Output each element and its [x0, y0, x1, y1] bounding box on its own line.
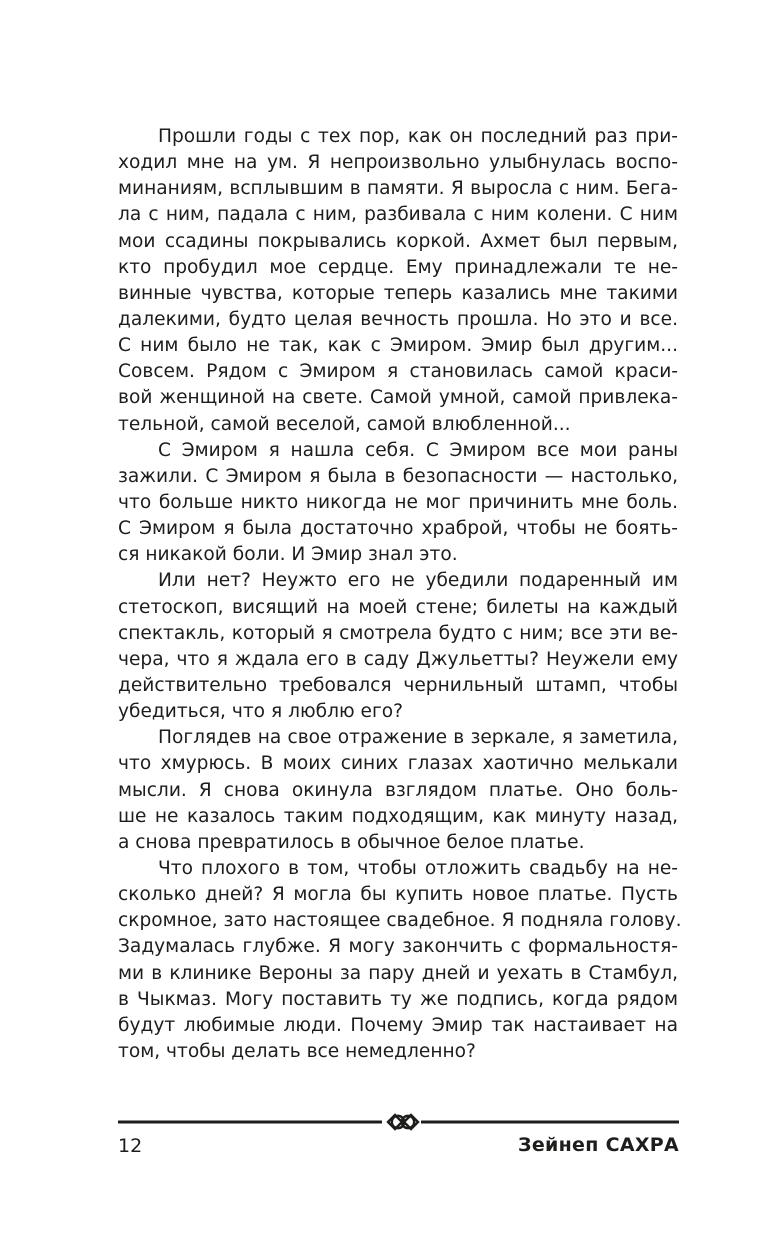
paragraph-line: стетоскоп, висящий на моей стене; билеты на каждый [118, 596, 678, 618]
paragraph-line: ся никакой боли. И Эмир знал это. [118, 544, 458, 566]
paragraph-line: чера, что я ждала его в саду Джульетты? Неужели ему [118, 648, 678, 670]
paragraph-line: мои ссадины покрывались коркой. Ахмет был первым, [118, 230, 678, 252]
paragraph-line: что хмурюсь. В моих синих глазах хаотично мелькали [118, 753, 678, 775]
paragraph-line: ше не казалось таким подходящим, как минуту назад, [118, 805, 678, 827]
paragraph-line: винные чувства, которые теперь казались мне такими [118, 282, 678, 304]
paragraph-line: С Эмиром я была достаточно храброй, чтобы не боять- [118, 518, 678, 540]
interlocked-rings-icon [388, 1115, 418, 1129]
paragraph-line: убедиться, что я люблю его? [118, 701, 403, 723]
paragraph-line: кто пробудил мое сердце. Ему принадлежали те не- [118, 256, 678, 278]
paragraph-line: минаниям, всплывшим в памяти. Я выросла с ним. Бега- [118, 178, 678, 200]
paragraph-line: что больше никто никогда не мог причинить мне боль. [118, 491, 678, 513]
paragraph-line: будут любимые люди. Почему Эмир так настаивает на [118, 1014, 678, 1036]
body-text [118, 124, 682, 1065]
paragraph-line: Совсем. Рядом с Эмиром я становилась самой краси- [118, 361, 678, 383]
paragraph-line: Прошли годы с тех пор, как он последний раз при- [158, 126, 678, 147]
paragraph-line: спектакль, который я смотрела будто с ним; все эти ве- [118, 622, 678, 644]
paragraph-line: скромное, зато настоящее свадебное. Я подняла голову. [118, 910, 682, 932]
paragraph-line: Или нет? Неужто его не убедили подаренный им [158, 570, 678, 592]
paragraph-line: С Эмиром я нашла себя. С Эмиром все мои раны [158, 439, 678, 461]
paragraph-line: Задумалась глубже. Я могу закончить с формальностя- [118, 936, 678, 958]
paragraph-line: ла с ним, падала с ним, разбивала с ним колени. С ним [118, 204, 678, 226]
paragraph-line: Что плохого в том, чтобы отложить свадьбу на не- [158, 857, 678, 879]
paragraph-line: а снова превратилось в обычное белое платье. [118, 831, 585, 853]
paragraph-line: ми в клинике Вероны за пару дней и уехать в Стамбул, [118, 962, 678, 984]
paragraph-line: зажили. С Эмиром я была в безопасности — настолько, [118, 465, 678, 487]
paragraph-line: С ним было не так, как с Эмиром. Эмир был другим... [118, 335, 678, 357]
paragraph-line: ходил мне на ум. Я непроизвольно улыбнулась воспо- [118, 152, 678, 174]
paragraph-line: в Чыкмаз. Могу поставить ту же подпись, когда рядом [118, 988, 678, 1010]
paragraph-line: действительно требовался чернильный штамп, чтобы [118, 674, 678, 696]
paragraph-line: сколько дней? Я могла бы купить новое платье. Пусть [118, 884, 678, 906]
paragraph-line: мысли. Я снова окинула взглядом платье. Оно боль- [118, 779, 678, 801]
page-number: 12 [118, 1135, 143, 1157]
paragraph-line: далекими, будто целая вечность прошла. Но это и все. [118, 308, 678, 330]
paragraph-line: тельной, самой веселой, самой влюбленной... [118, 413, 571, 435]
paragraph-line: вой женщиной на свете. Самой умной, самой привлека- [118, 387, 678, 409]
running-head-author: Зейнеп САХРА [518, 1134, 679, 1156]
paragraph-line: том, чтобы делать все немедленно? [118, 1040, 476, 1062]
footer-rule [118, 1110, 679, 1134]
paragraph-line: Поглядев на свое отражение в зеркале, я заметила, [158, 727, 678, 749]
